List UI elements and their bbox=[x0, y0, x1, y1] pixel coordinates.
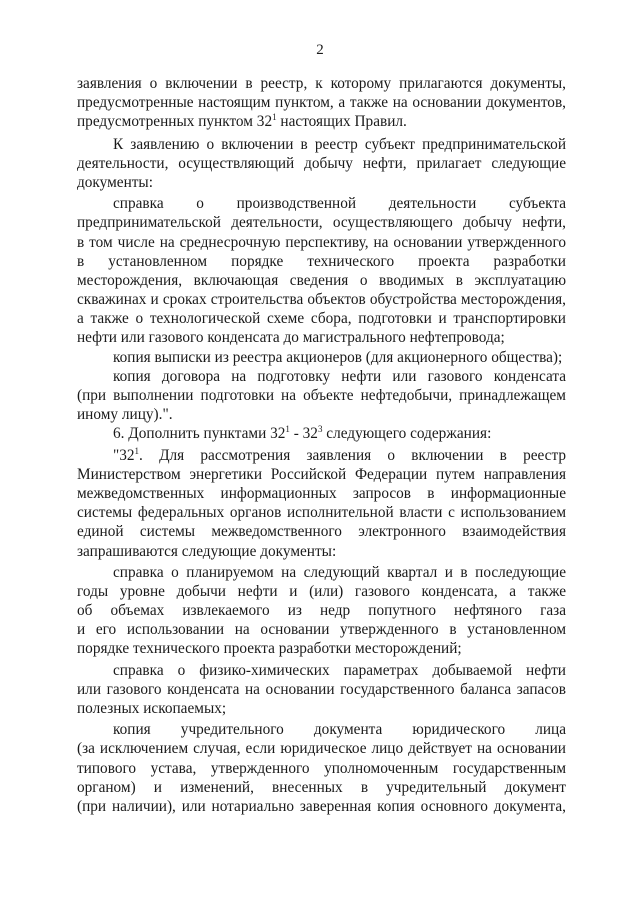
text-line: а также о технологической схеме сбора, подготовки и транспортировки bbox=[77, 310, 566, 328]
text-line: предпринимательской деятельности, осуществляющего добычу нефти, bbox=[77, 214, 566, 232]
text-line: справка о планируемом на следующий квартал и в последующие bbox=[113, 563, 566, 581]
text-line: копия договора на подготовку нефти или газового конденсата bbox=[113, 367, 566, 385]
text-line: (за исключением случая, если юридическое лицо действует на основании bbox=[77, 740, 566, 758]
text-line: копия учредительного документа юридического лица bbox=[113, 721, 566, 739]
text-fragment: предусмотренных пунктом 32 bbox=[77, 113, 273, 131]
text-line: в том числе на среднесрочную перспективу, на основании утвержденного bbox=[77, 233, 566, 251]
document-body bbox=[77, 74, 566, 816]
text-line: типового устава, утвержденного уполномоченным государственным bbox=[77, 759, 566, 777]
text-fragment: следующего содержания: bbox=[322, 425, 492, 443]
text-line: Министерством энергетики Российской Федерации путем направления bbox=[77, 465, 566, 483]
text-line: или газового конденсата на основании государственного баланса запасов bbox=[77, 680, 566, 698]
text-fragment: "32 bbox=[113, 446, 135, 464]
text-line: справка о физико-химических параметрах добываемой нефти bbox=[113, 661, 566, 679]
superscript: 1 bbox=[285, 424, 290, 435]
text-line bbox=[77, 424, 566, 443]
text-line: заявления о включении в реестр, к которому прилагаются документы, bbox=[77, 75, 566, 92]
text-line: (при наличии), или нотариально заверенная копия основного документа, bbox=[77, 797, 566, 815]
text-fragment: настоящих Правил. bbox=[276, 113, 407, 131]
text-line bbox=[77, 446, 566, 465]
text-line: скважинах и сроках строительства объектов обустройства месторождения, bbox=[77, 291, 566, 309]
text-line: деятельности, осуществляющий добычу нефти, прилагает следующие bbox=[77, 154, 566, 172]
text-line bbox=[77, 112, 566, 131]
text-line: порядке технического проекта разработки месторождений; bbox=[77, 640, 462, 658]
text-line: системы федеральных органов исполнительной власти с использованием bbox=[77, 504, 566, 522]
text-line: справка о производственной деятельности субъекта bbox=[113, 195, 566, 213]
text-line: межведомственных информационных запросов в информационные bbox=[77, 484, 566, 502]
text-line: запрашиваются следующие документы: bbox=[77, 542, 337, 560]
text-line: органом) и изменений, внесенных в учредительный документ bbox=[77, 778, 566, 796]
text-fragment: 6. Дополнить пунктами 32 bbox=[113, 425, 286, 443]
text-line: годы уровне добычи нефти и (или) газового конденсата, а также bbox=[77, 582, 566, 600]
text-fragment: . Для рассмотрения заявления о включении в реестр bbox=[139, 446, 566, 464]
text-line: месторождения, включающая сведения о вводимых в эксплуатацию bbox=[77, 271, 566, 289]
text-line: и его использовании на основании утвержденного в установленном bbox=[77, 621, 566, 639]
text-line: полезных ископаемых; bbox=[77, 700, 227, 717]
text-line: (при выполнении подготовки на объекте нефтедобычи, принадлежащем bbox=[77, 387, 566, 404]
text-line: документы: bbox=[77, 173, 153, 191]
text-line: иному лицу).". bbox=[77, 406, 173, 424]
text-line: предусмотренные настоящим пунктом, а также на основании документов, bbox=[77, 94, 566, 112]
page-number: 2 bbox=[316, 42, 324, 58]
text-line: К заявлению о включении в реестр субъект предпринимательской bbox=[113, 135, 566, 153]
superscript: 1 bbox=[272, 112, 277, 123]
superscript: 1 bbox=[134, 445, 140, 456]
text-line: единой системы межведомственного электронного взаимодействия bbox=[77, 523, 566, 541]
superscript: 3 bbox=[317, 424, 323, 435]
text-fragment: - 32 bbox=[289, 425, 318, 443]
text-line: об объемах извлекаемого из недр попутного нефтяного газа bbox=[77, 602, 566, 620]
text-line: нефти или газового конденсата до магистрального нефтепровода; bbox=[77, 329, 505, 347]
text-line: в установленном порядке технического проекта разработки bbox=[77, 252, 566, 270]
text-line: копия выписки из реестра акционеров (для акционерного общества); bbox=[113, 348, 563, 366]
